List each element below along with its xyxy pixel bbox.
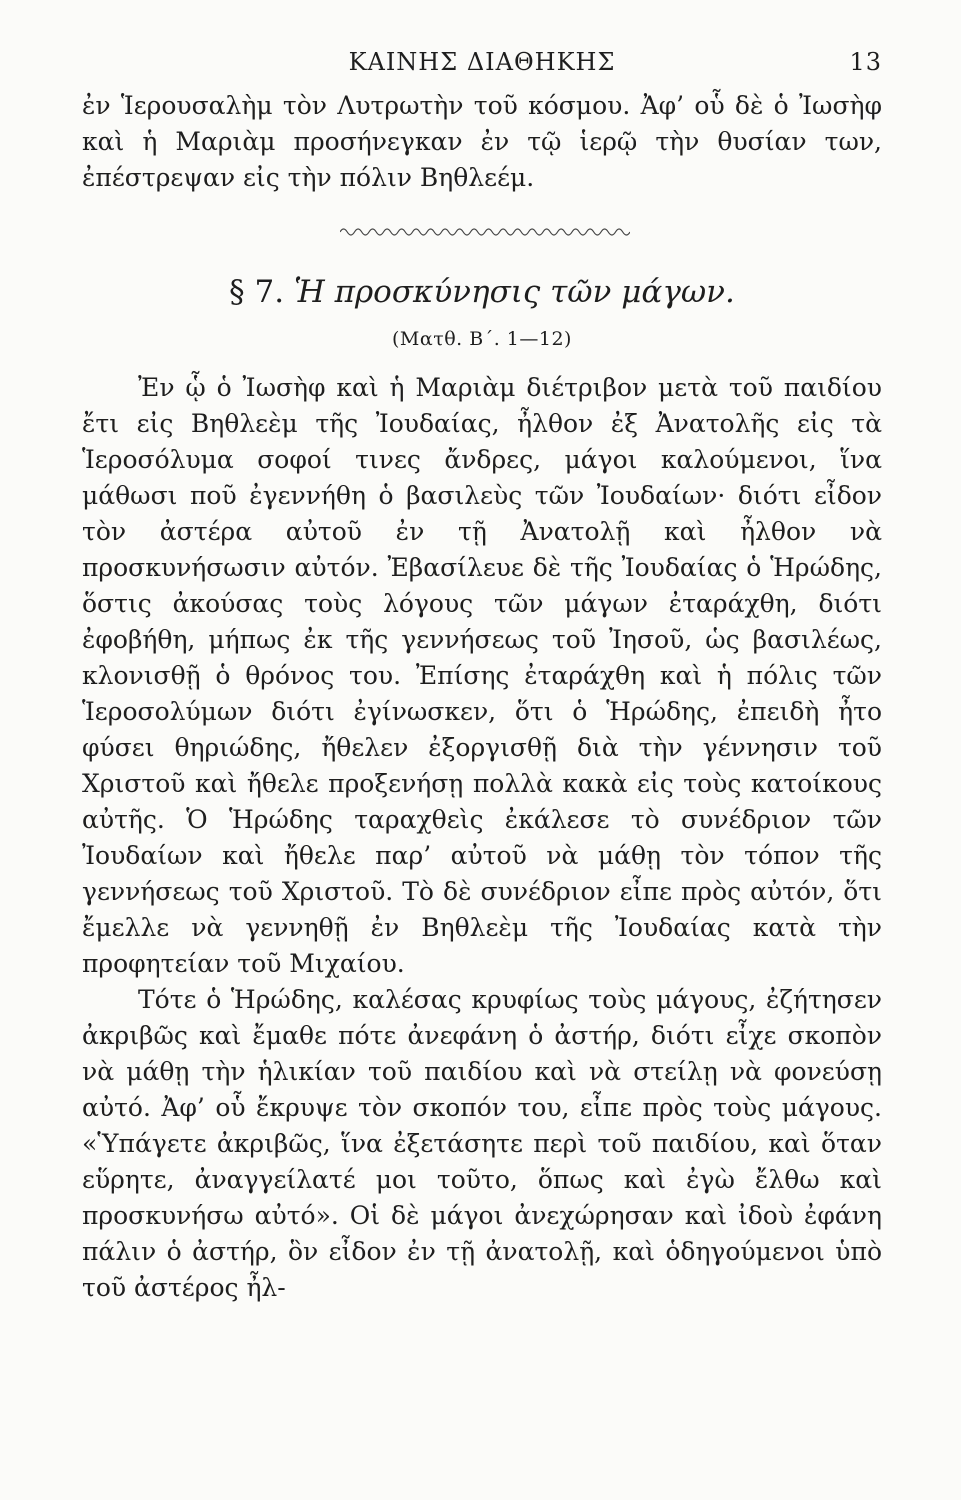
section-divider — [82, 196, 882, 266]
section-heading — [82, 274, 882, 310]
body-paragraph-1: Ἐν ᾧ ὁ Ἰωσὴφ καὶ ἡ Μαριὰμ διέτριβον μετὰ τοῦ παιδίου ἔτι εἰς Βηθλεὲμ τῆς Ἰουδαίας, ἦλθον ἐξ Ἀνατολῆς εἰς τὰ Ἱεροσόλυμα σοφοί τινες ἄνδρες, μάγοι καλούμενοι, ἵνα μάθωσι ποῦ ἐγεννήθη ὁ βασιλεὺς τῶν Ἰουδαίων· διότι εἶδον τὸν ἀστέρα αὐτοῦ ἐν τῇ Ἀνατολῇ καὶ ἦλθον νὰ προσκυνήσωσιν αὐτόν. Ἐβασίλευε δὲ τῆς Ἰουδαίας ὁ Ἡρώδης, ὅστις ἀκούσας τοὺς λόγους τῶν μάγων ἐταράχθη, διότι ἐφοβήθη, μήπως ἐκ τῆς γεννήσεως τοῦ Ἰησοῦ, ὡς βασιλέως, κλονισθῇ ὁ θρόνος του. Ἐπίσης ἐταράχθη καὶ ἡ πόλις τῶν Ἱεροσολύμων διότι ἐγίνωσκεν, ὅτι ὁ Ἡρώδης, ἐπειδὴ ἦτο φύσει θηριώδης, ἤθελεν ἐξοργισθῇ διὰ τὴν γέννησιν τοῦ Χριστοῦ καὶ ἤθελε προξενήσῃ πολλὰ κακὰ εἰς τοὺς κατοίκους αὐτῆς. Ὁ Ἡρώδης ταραχθεὶς ἐκάλεσε τὸ συνέδριον τῶν Ἰουδαίων καὶ ἤθελε παρ’ αὐτοῦ νὰ μάθῃ τὸν τόπον τῆς γεννήσεως τοῦ Χριστοῦ. Τὸ δὲ συνέδριον εἶπε πρὸς αὐτόν, ὅτι ἔμελλε νὰ γεννηθῇ ἐν Βηθλεὲμ τῆς Ἰουδαίας κατὰ τὴν προφητείαν τοῦ Μιχαίου. — [82, 373, 882, 978]
scripture-reference: (Ματθ. Β΄. 1—12) — [392, 328, 572, 350]
section-number: § 7. — [229, 274, 285, 310]
body-paragraph-2: Τότε ὁ Ἡρώδης, καλέσας κρυφίως τοὺς μάγους, ἐζήτησεν ἀκριβῶς καὶ ἔμαθε πότε ἀνεφάνη ὁ ἀστήρ, διότι εἶχε σκοπὸν νὰ μάθῃ τὴν ἡλικίαν τοῦ παιδίου καὶ νὰ στείλῃ νὰ φονεύσῃ αὐτό. Ἀφ’ οὗ ἔκρυψε τὸν σκοπόν του, εἶπε πρὸς τοὺς μάγους. «Ὑπάγετε ἀκριβῶς, ἵνα ἐξετάσητε περὶ τοῦ παιδίου, καὶ ὅταν εὕρητε, ἀναγγείλατέ μοι τοῦτο, ὅπως καὶ ἐγὼ ἔλθω καὶ προσκυνήσω αὐτό». Οἱ δὲ μάγοι ἀνεχώρησαν καὶ ἰδοὺ ἐφάνη πάλιν ὁ ἀστήρ, ὃν εἶδον ἐν τῇ ἀνατολῇ, καὶ ὁδηγούμενοι ὑπὸ τοῦ ἀστέρος ἦλ- — [82, 985, 882, 1302]
page-number: 13 — [849, 48, 882, 76]
book-page — [82, 38, 882, 1306]
running-head — [82, 38, 882, 88]
intro-paragraph: ἐν Ἱερουσαλὴμ τὸν Λυτρωτὴν τοῦ κόσμου. Ἀφ’ οὗ δὲ ὁ Ἰωσὴφ καὶ ἡ Μαριὰμ προσήνεγκαν ἐν τῷ ἱερῷ τὴν θυσίαν των, ἐπέστρεψαν εἰς τὴν πόλιν Βηθλεέμ. — [82, 91, 882, 192]
running-title: ΚΑΙΝΗΣ ΔΙΑΘΗΚΗΣ — [348, 48, 616, 76]
wavy-rule-icon — [340, 226, 630, 238]
section-title: Ἡ προσκύνησις τῶν μάγων. — [293, 274, 735, 310]
